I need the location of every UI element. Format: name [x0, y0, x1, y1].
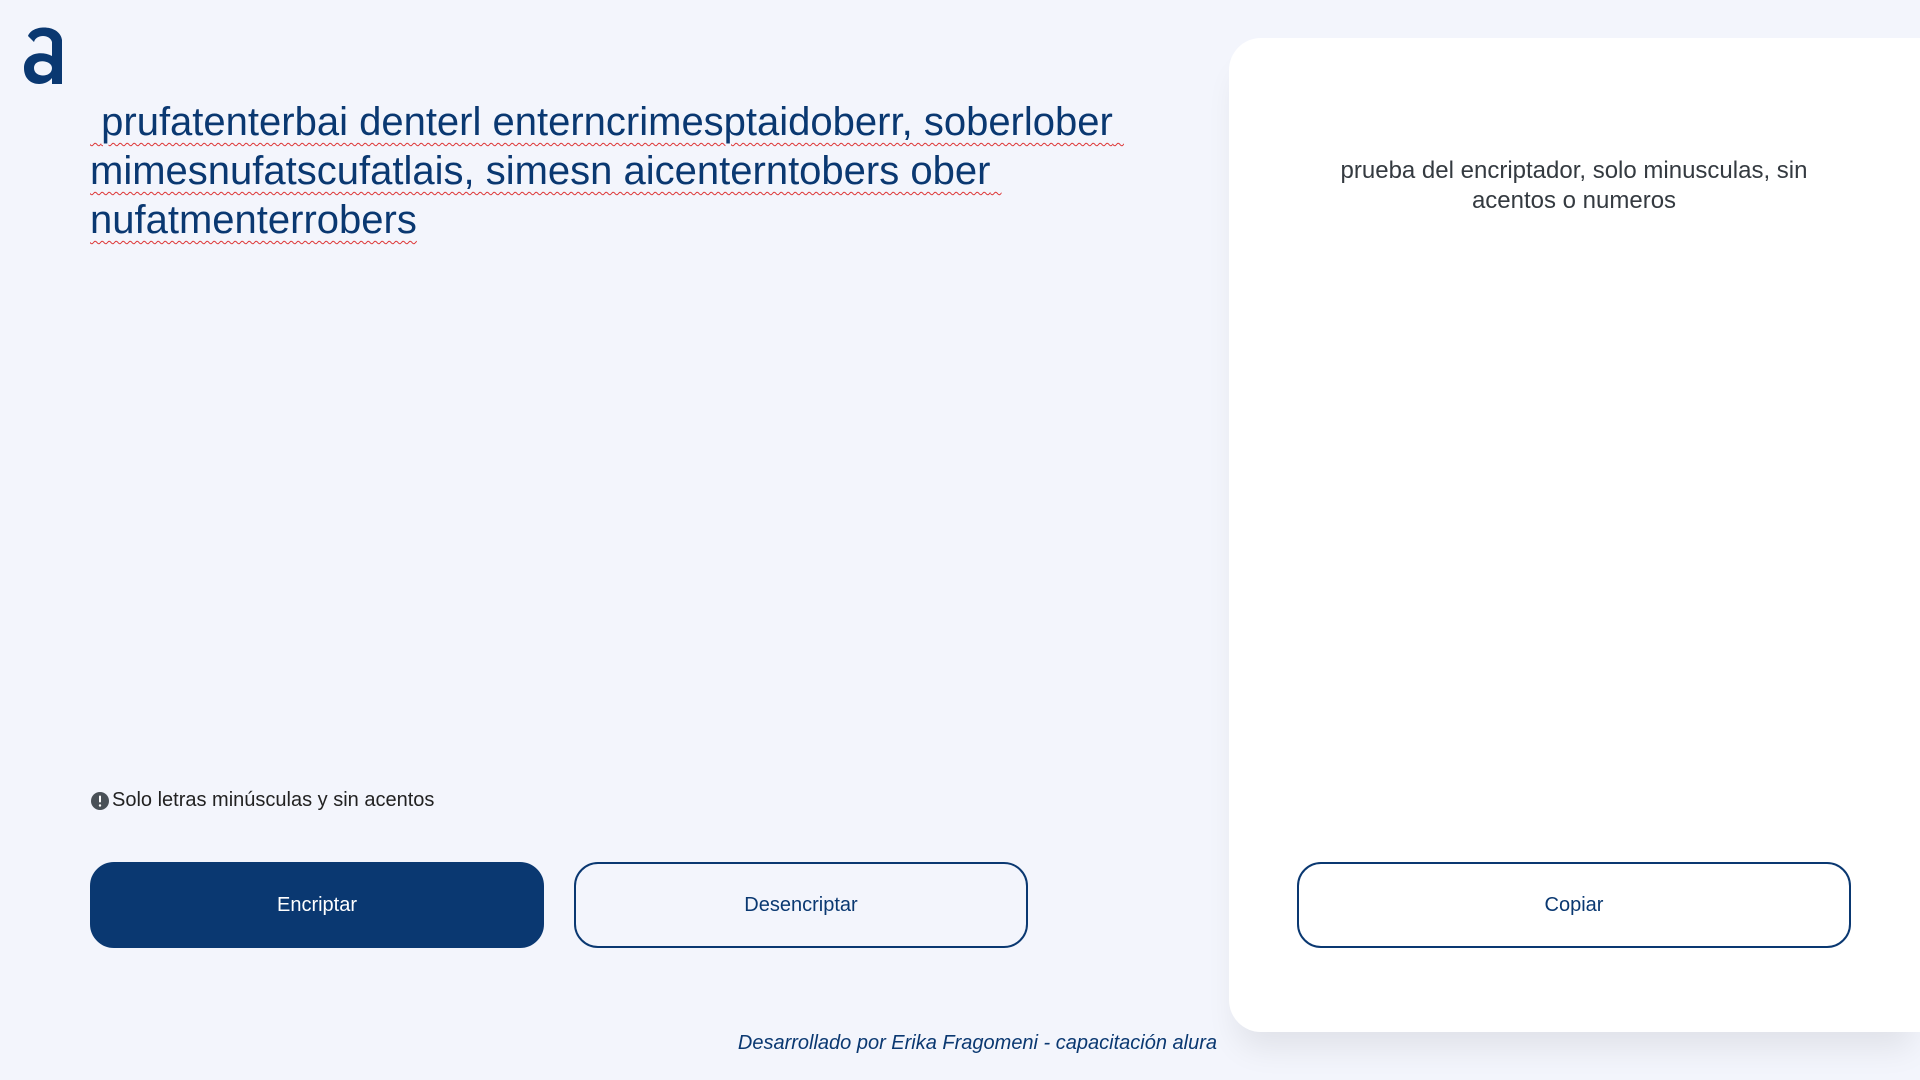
- exclamation-circle-icon: [90, 791, 110, 811]
- hint: [90, 789, 434, 812]
- output-text: prueba del encriptador, solo minusculas, sin acentos o numeros: [1340, 157, 1808, 214]
- footer-credit: Desarrollado por Erika Fragomeni - capacitación alura: [737, 1032, 1217, 1054]
- output-panel: [1229, 38, 1920, 1032]
- decrypt-button[interactable]: Desencriptar: [574, 862, 1028, 948]
- copy-button[interactable]: Copiar: [1297, 862, 1851, 948]
- alura-logo-icon[interactable]: [22, 22, 66, 86]
- hint-text: Solo letras minúsculas y sin acentos: [112, 789, 435, 811]
- message-input[interactable]: [90, 98, 1220, 718]
- encrypt-button[interactable]: Encriptar: [90, 862, 544, 948]
